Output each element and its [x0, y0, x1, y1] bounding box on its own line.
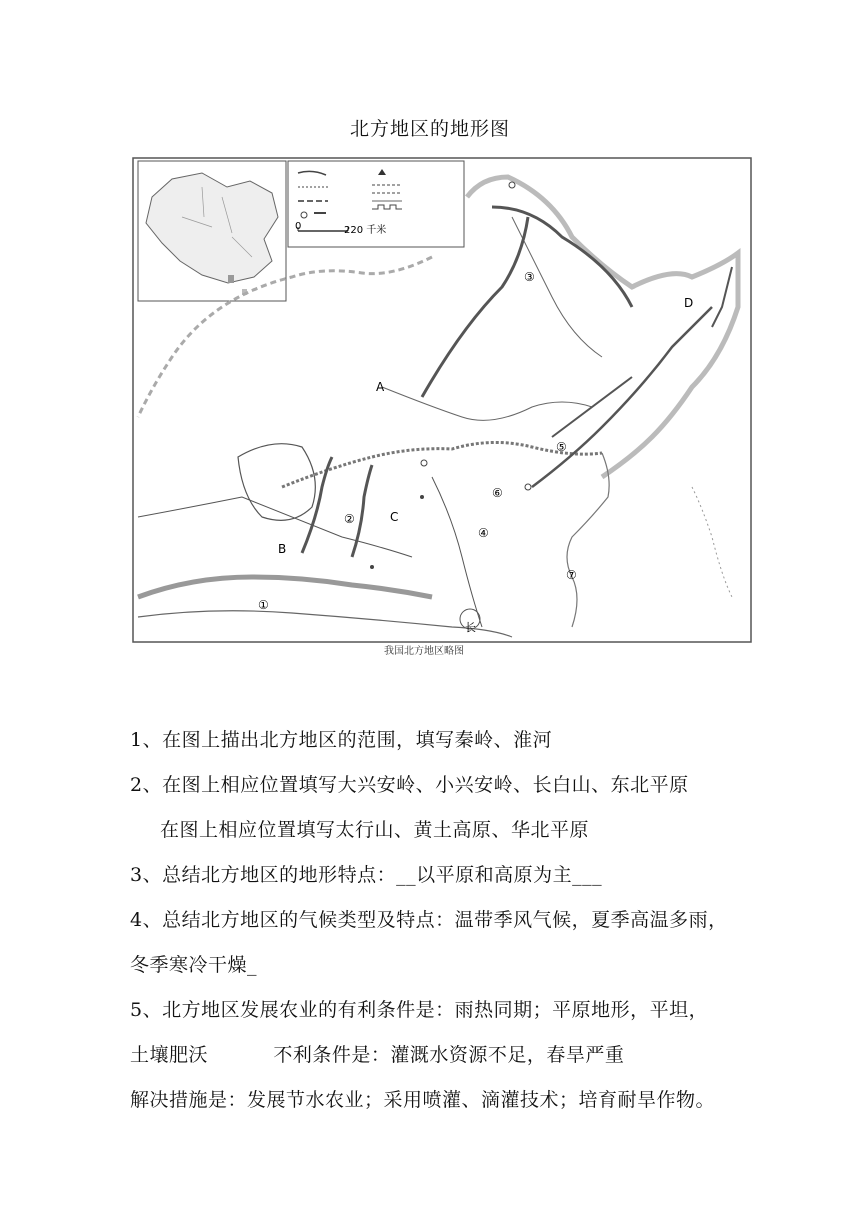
question-2: 2、在图上相应位置填写大兴安岭、小兴安岭、长白山、东北平原	[130, 774, 689, 796]
map-caption: 我国北方地区略图	[384, 646, 464, 657]
scale-start-label: 0	[295, 221, 302, 232]
inset-china-map	[138, 161, 286, 301]
circled-number-3: ③	[524, 270, 535, 284]
question-2-continued: 在图上相应位置填写太行山、黄土高原、华北平原	[160, 819, 590, 841]
circled-number-1: ①	[258, 598, 269, 612]
scale-end-label: 220 千米	[344, 225, 387, 236]
map-legend	[288, 161, 464, 247]
page-title: 北方地区的地形图	[349, 118, 510, 140]
circled-number-5: ⑤	[556, 440, 567, 454]
question-3: 3、总结北方地区的地形特点：__以平原和高原为主___	[130, 864, 603, 886]
city-label: 长	[465, 621, 476, 634]
terrain-map	[132, 157, 752, 657]
circled-number-7: ⑦	[566, 568, 577, 582]
region-label-a: A	[376, 380, 385, 394]
question-5-solution: 解决措施是：发展节水农业；采用喷灌、滴灌技术；培育耐旱作物。	[130, 1089, 716, 1111]
question-4-continued: 冬季寒冷干燥_	[130, 954, 258, 976]
question-5: 5、北方地区发展农业的有利条件是：雨热同期；平原地形，平坦，	[130, 999, 709, 1021]
circled-number-2: ②	[344, 512, 355, 526]
question-5-continued: 土壤肥沃 不利条件是：灌溉水资源不足，春旱严重	[130, 1044, 625, 1066]
question-4: 4、总结北方地区的气候类型及特点：温带季风气候，夏季高温多雨，	[130, 909, 728, 931]
circled-number-4: ④	[478, 526, 489, 540]
circled-number-6: ⑥	[492, 486, 503, 500]
region-label-d: D	[684, 296, 694, 310]
question-1: 1、在图上描出北方地区的范围，填写秦岭、淮河	[130, 729, 553, 751]
region-label-c: C	[390, 510, 399, 524]
region-label-b: B	[278, 542, 287, 556]
